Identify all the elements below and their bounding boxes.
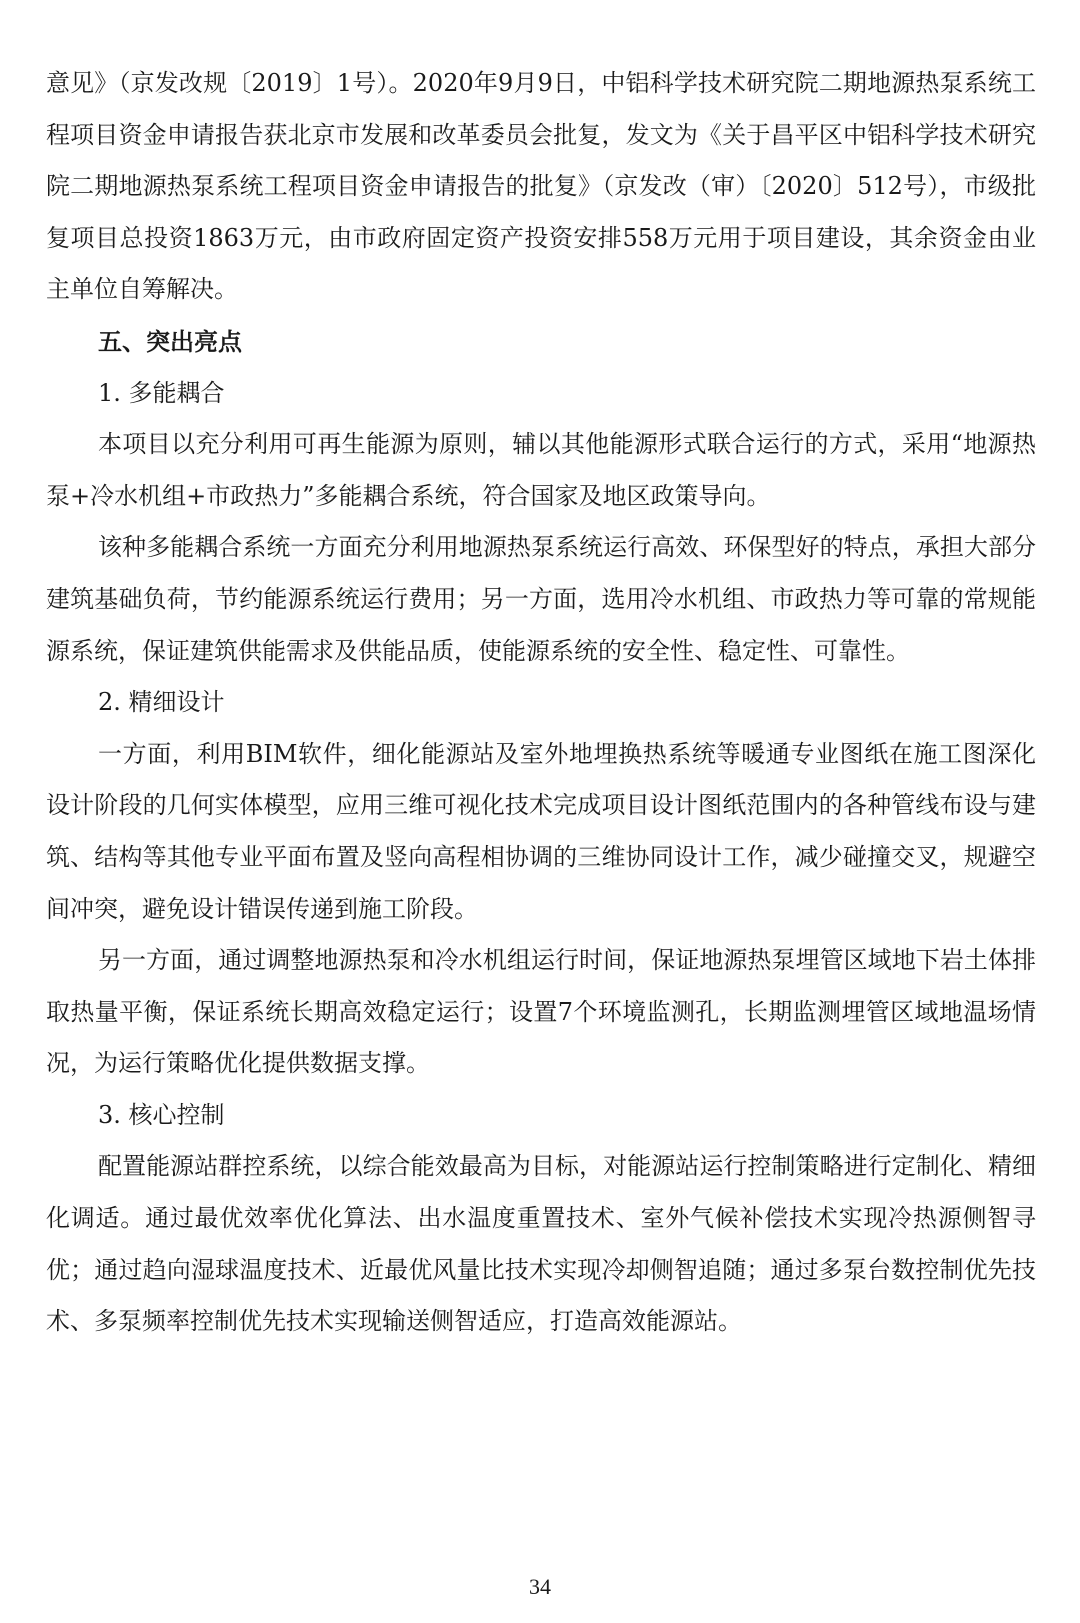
paragraph-bim-design: 一方面，利用BIM软件，细化能源站及室外地埋换热系统等暖通专业图纸在施工图深化设计阶段的几何实体模型，应用三维可视化技术完成项目设计图纸范围内的各种管线布设与建筑、结构等其他专业平面布置及竖向高程相协调的三维协同设计工作，减少碰撞交叉，规避空间冲突，避免设计错误传递到施工阶段。 (46, 739, 1036, 923)
page-number: 34 (529, 1574, 551, 1599)
section-heading-highlights: 五、突出亮点 (98, 326, 242, 356)
paragraph-group-control: 配置能源站群控系统，以综合能效最高为目标，对能源站运行控制策略进行定制化、精细化调适。通过最优效率优化算法、出水温度重置技术、室外气候补偿技术实现冷热源侧智寻优；通过趋向湿球温度技术、近最优风量比技术实现冷却侧智追随；通过多泵台数控制优先技术、多泵频率控制优先技术实现输送侧智适应，打造高效能源站。 (46, 1152, 1036, 1336)
subheading-core-control: 3. 核心控制 (98, 1100, 225, 1129)
paragraph-approval-continued: 意见》（京发改规〔2019〕1号）。2020年9月9日，中铝科学技术研究院二期地源热泵系统工程项目资金申请报告获北京市发展和改革委员会批复，发文为《关于昌平区中铝科学技术研究院二期地源热泵系统工程项目资金申请报告的批复》（京发改（审）〔2020〕512号），市级批复项目总投资1863万元，由市政府固定资产投资安排558万元用于项目建设，其余资金由业主单位自筹解决。 (46, 69, 1036, 304)
paragraph-coupling-principle: 本项目以充分利用可再生能源为原则，辅以其他能源形式联合运行的方式，采用“地源热泵+冷水机组+市政热力”多能耦合系统，符合国家及地区政策导向。 (46, 430, 1036, 510)
paragraph-heat-balance: 另一方面，通过调整地源热泵和冷水机组运行时间，保证地源热泵埋管区域地下岩土体排取热量平衡，保证系统长期高效稳定运行；设置7个环境监测孔，长期监测埋管区域地温场情况，为运行策略优化提供数据支撑。 (46, 946, 1036, 1078)
paragraph-coupling-system: 该种多能耦合系统一方面充分利用地源热泵系统运行高效、环保型好的特点，承担大部分建筑基础负荷，节约能源系统运行费用；另一方面，选用冷水机组、市政热力等可靠的常规能源系统，保证建筑供能需求及供能品质，使能源系统的安全性、稳定性、可靠性。 (46, 533, 1036, 665)
subheading-fine-design: 2. 精细设计 (98, 688, 225, 717)
subheading-multi-energy-coupling: 1. 多能耦合 (98, 378, 225, 407)
page-body (46, 58, 1036, 1348)
